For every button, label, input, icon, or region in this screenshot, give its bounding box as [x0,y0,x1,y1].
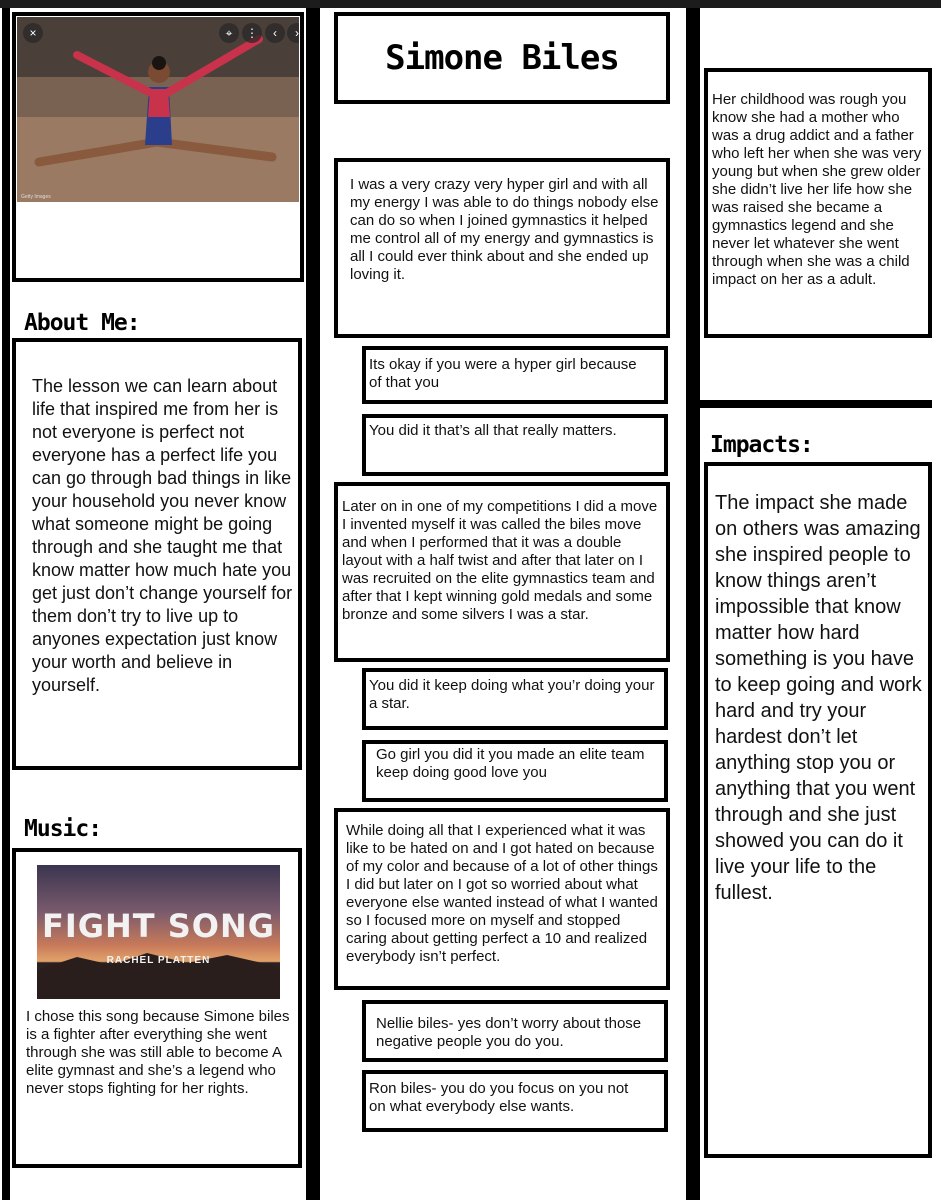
center-left-rule [306,8,320,1200]
gymnast-photo [17,17,299,202]
more-options-icon[interactable]: ⋮ [242,23,262,43]
top-bar [0,0,941,8]
comment-text-5: Nellie biles- yes don’t worry about those negative people you do you. [376,1015,642,1050]
comment-text-3: You did it keep doing what you’r doing your a star. [369,677,655,712]
comment-text-2: You did it that’s all that really matters. [369,422,617,439]
about-text: The lesson we can learn about life that inspired me from her is not everyone is perfect not everyone has a perfect life you can go through bad things in like your household you never know what someone might be going through and she taught me that know matter how much hate you get just don’t change yourself for them don’t try to live up to anyones expectation just know your worth and believe in yourself. [32,376,293,695]
childhood-text: Her childhood was rough you know she had a mother who was a drug addict and a father who left her when she was very young but when she grew older she didn’t live her life how she was raised she became a gymnastics legend and she never let whatever she went through when she was a child impact on her as a adult. [712,91,922,288]
photo-caption: Getty Images [21,194,51,200]
center-right-rule [686,8,700,1200]
comment-text-1: Its okay if you were a hyper girl because of that you [369,356,637,391]
post-text-3: While doing all that I experienced what it was like to be hated on and I got hated on because of my color and because of a lot of other things I did but later on I got so worried about what everyone else wanted instead of what I wanted so I focused more on myself and stopped caring about getting perfect a 10 and realized everybody isn’t perfect. [346,822,658,965]
right-divider-rule [700,400,932,408]
previous-icon[interactable]: ‹ [265,23,285,43]
album-artist: RACHEL PLATTEN [106,955,211,966]
impacts-text: The impact she made on others was amazing she inspired people to know things aren’t impossible that know matter how hard something is you have to keep going and work hard and try your hardest don’t let anything stop you or anything that you went through and she just showed you can do it live your life to the fullest. [715,492,922,904]
crop-icon[interactable]: ⌖ [219,23,239,43]
left-column-rule [2,8,10,1200]
music-text: I chose this song because Simone biles is a fighter after everything she went through she was still able to become A elite gymnast and she’s a legend who never stops fighting for her rights. [26,1008,290,1097]
about-heading: About Me: [24,310,140,336]
next-icon[interactable]: › [287,23,299,43]
impacts-heading: Impacts: [710,432,813,458]
post-text-1: I was a very crazy very hyper girl and with all my energy I was able to do things nobody else can do so when I joined gymnastics it helped me control all of my energy and gymnastics is all I could ever think about and she ended up loving it. [350,176,659,283]
post-text-2: Later on in one of my competitions I did a move I invented myself it was called the biles move and when I performed that it was a double layout with a half twist and after that later on I was recruited on the elite gymnastics team and after that I kept winning gold medals and some bronze and some silvers I was a star. [342,498,658,623]
album-cover [37,865,280,999]
album-title: FIGHT SONG [41,907,276,945]
music-heading: Music: [24,816,102,842]
comment-text-6: Ron biles- you do you focus on you not on what everybody else wants. [369,1080,629,1115]
close-icon[interactable]: × [23,23,43,43]
gymnast-figure [17,17,299,202]
comment-text-4: Go girl you did it you made an elite team keep doing good love you [376,746,645,781]
page-title: Simone Biles [385,38,619,78]
